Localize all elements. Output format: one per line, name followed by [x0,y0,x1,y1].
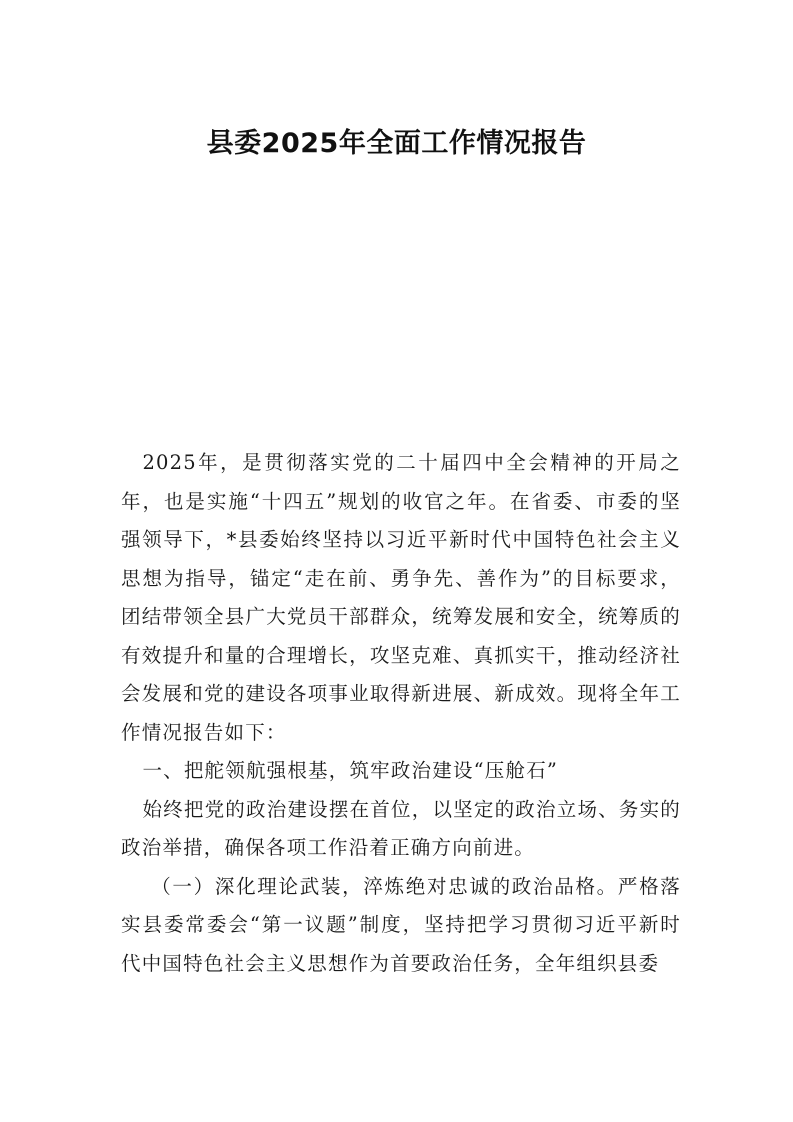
subsection-paragraph: （一）深化理论武装，淬炼绝对忠诚的政治品格。严格落实县委常委会“第一议题”制度，坚持把学习贯彻习近平新时代中国特色社会主义思想作为首要政治任务，全年组织县委 [121,874,681,975]
document-title: 县委2025年全面工作情况报告 [206,128,587,159]
section-paragraph: 始终把党的政治建设摆在首位，以坚定的政治立场、务实的政治举措，确保各项工作沿着正确方向前进。 [121,797,681,859]
intro-paragraph: 2025年，是贯彻落实党的二十届四中全会精神的开局之年，也是实施“十四五”规划的收官之年。在省委、市委的坚强领导下，*县委始终坚持以习近平新时代中国特色社会主义思想为指导，锚定“走在前、勇争先、善作为”的目标要求，团结带领全县广大党员干部群众，统筹发展和安全，统筹质的有效提升和量的合理增长，攻坚克难、真抓实干，推动经济社会发展和党的建设各项事业取得新进展、新成效。现将全年工作情况报告如下： [121,451,681,744]
section-heading: 一、把舵领航强根基，筑牢政治建设“压舱石” [142,759,559,782]
document-body [121,444,681,983]
